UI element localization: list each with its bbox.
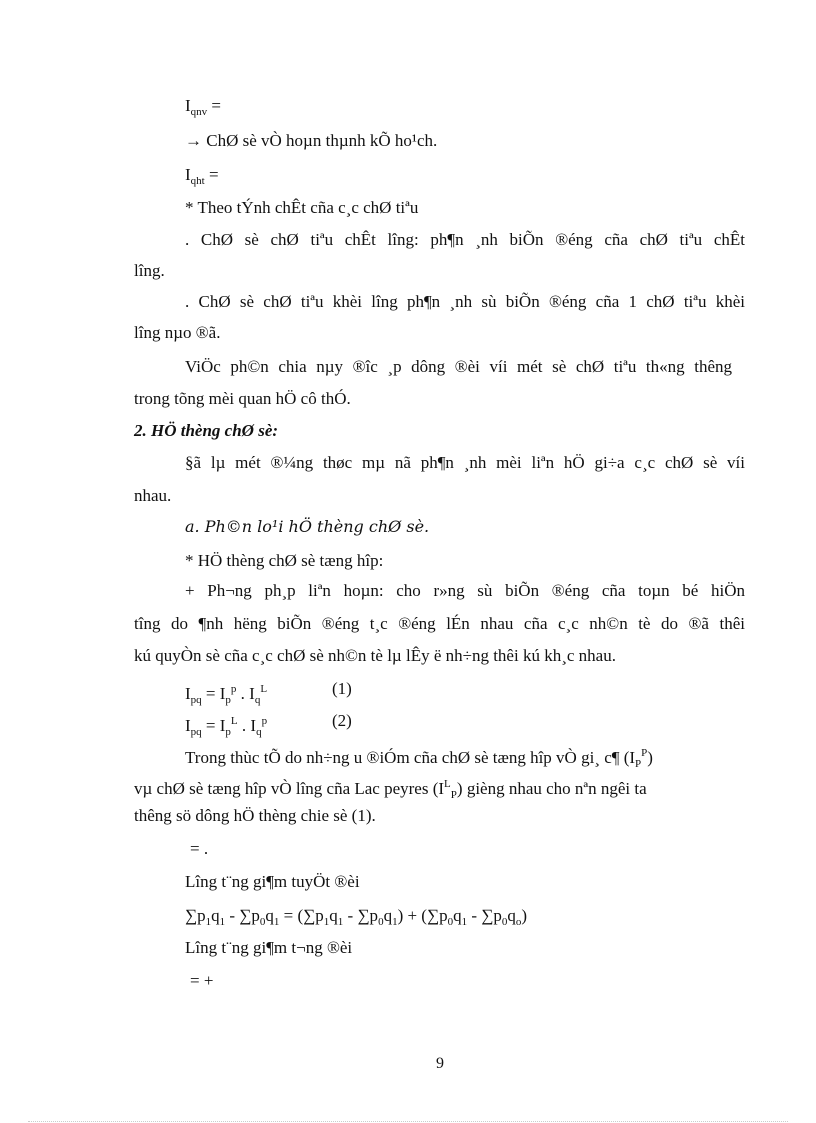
paragraph-line: Lîng t¨ng gi¶m tuyÖt ®èi [185, 872, 360, 891]
formula-iqht [185, 165, 219, 191]
subscript: p [225, 726, 231, 738]
text: vµ chØ sè tæng hîp vÒ lîng cña Lac peyres (I [134, 779, 445, 798]
equation-1 [185, 679, 267, 710]
equation-number: (2) [332, 711, 352, 730]
text: q [383, 906, 393, 925]
subscript: q [254, 694, 261, 706]
paragraph-line: * Theo tÝnh chÊt cña c¸c chØ tiªu [185, 198, 419, 217]
text: . I [236, 684, 255, 703]
footer-divider [28, 1121, 788, 1122]
subscript: 1 [323, 916, 330, 928]
subscript: p [225, 694, 231, 706]
paragraph-line: nhau. [134, 486, 172, 505]
subscript: 0 [447, 916, 454, 928]
paragraph-line: kú quyÒn sè cña c¸c chØ sè nh©n tè lµ lÊy ë nh÷ng thêi kú kh¸c nhau. [134, 646, 616, 665]
text: ∑p [185, 906, 206, 925]
subscript: 1 [461, 916, 468, 928]
text: q [265, 906, 274, 925]
text: = I [201, 684, 226, 703]
page-number: 9 [436, 1055, 444, 1072]
subscript: o [515, 916, 522, 928]
paragraph-line: . ChØ sè chØ tiªu khèi lîng ph¶n ¸nh sù biÕn ®éng cña 1 chØ tiªu khèi [185, 292, 745, 311]
paragraph-line [185, 743, 653, 774]
subscript: qht [190, 175, 205, 187]
section-heading: 2. HÖ thèng chØ sè: [134, 421, 279, 440]
text: Trong thùc tÕ do nh÷ng u ®iÓm cña chØ sè tæng hîp vÒ gi¸ c¶ (I [185, 748, 636, 767]
superscript: P [641, 747, 648, 759]
paragraph-line: ViÖc ph©n chia nµy ®îc ¸p dông ®èi víi mét sè chØ tiªu th«ng thêng [185, 357, 732, 376]
text: = [204, 165, 219, 184]
subscript: P [450, 789, 457, 801]
text: I [185, 96, 191, 115]
subscript: pq [190, 726, 202, 738]
subscript: 0 [501, 916, 508, 928]
subscript: qnv [190, 106, 208, 118]
equation-number: (1) [332, 679, 352, 698]
paragraph-line: tîng do ¶nh hëng biÕn ®éng t¸c ®éng lÉn nhau cña c¸c nh©n tè do ®ã thêi [134, 614, 745, 633]
formula-line: = . [190, 839, 209, 858]
formula-absolute-change [185, 906, 527, 932]
text: - ∑p [467, 906, 502, 925]
subsection-heading: a. Ph©n lo¹i hÖ thèng chØ sè. [185, 517, 430, 536]
paragraph-line: Lîng t¨ng gi¶m t¬ng ®èi [185, 938, 353, 957]
subscript: 1 [337, 916, 344, 928]
subscript: q [256, 726, 262, 738]
paragraph-line: + Ph¬ng ph¸p liªn hoµn: cho r»ng sù biÕn ®éng cña toµn bé hiÖn [185, 581, 745, 600]
text: q [507, 906, 516, 925]
formula-iqnv [185, 96, 221, 122]
text: I [185, 684, 191, 703]
subscript: 0 [259, 916, 266, 928]
text: - ∑p [343, 906, 379, 925]
text: q [211, 906, 220, 925]
superscript: L [444, 778, 451, 790]
superscript: L [260, 683, 268, 695]
formula-line: = + [190, 971, 214, 990]
subscript: pq [190, 694, 202, 706]
text: . I [237, 716, 257, 735]
subscript: P [635, 758, 642, 770]
superscript: p [230, 683, 237, 695]
text: I [185, 716, 191, 735]
paragraph-line: . ChØ sè chØ tiªu chÊt lîng: ph¶n ¸nh biÕn ®éng cña chØ tiªu chÊt [185, 230, 745, 249]
paragraph-line: trong tõng mèi quan hÖ cô thÓ. [134, 389, 351, 408]
paragraph-line [134, 774, 647, 805]
paragraph-line: thêng sö dông hÖ thèng chie sè (1). [134, 806, 376, 825]
text: = I [201, 716, 226, 735]
text: q [453, 906, 462, 925]
subscript: 1 [392, 916, 398, 928]
text: ) gièng nhau cho nªn ngêi ta [456, 779, 647, 798]
paragraph-line: * HÖ thèng chØ sè tæng hîp: [185, 551, 384, 570]
paragraph-line: §ã lµ mét ®¼ng thøc mµ nã ph¶n ¸nh mèi liªn hÖ gi÷a c¸c chØ sè víi [185, 453, 745, 472]
paragraph-line: → ChØ sè vÒ hoµn thµnh kÕ ho¹ch. [185, 131, 438, 150]
equation-2 [185, 711, 267, 742]
superscript: L [230, 715, 238, 727]
text: = (∑p [279, 906, 324, 925]
subscript: 0 [378, 916, 384, 928]
paragraph-line: lîng. [134, 261, 165, 280]
subscript: 1 [219, 916, 226, 928]
subscript: 1 [205, 916, 212, 928]
text: I [185, 165, 191, 184]
text: - ∑p [225, 906, 260, 925]
superscript: p [261, 715, 268, 727]
text: = [207, 96, 222, 115]
subscript: 1 [273, 916, 280, 928]
text: ) [521, 906, 528, 925]
text: ) + (∑p [397, 906, 448, 925]
paragraph-line: lîng nµo ®ã. [134, 323, 221, 342]
text: ) [647, 748, 653, 767]
text: q [329, 906, 338, 925]
